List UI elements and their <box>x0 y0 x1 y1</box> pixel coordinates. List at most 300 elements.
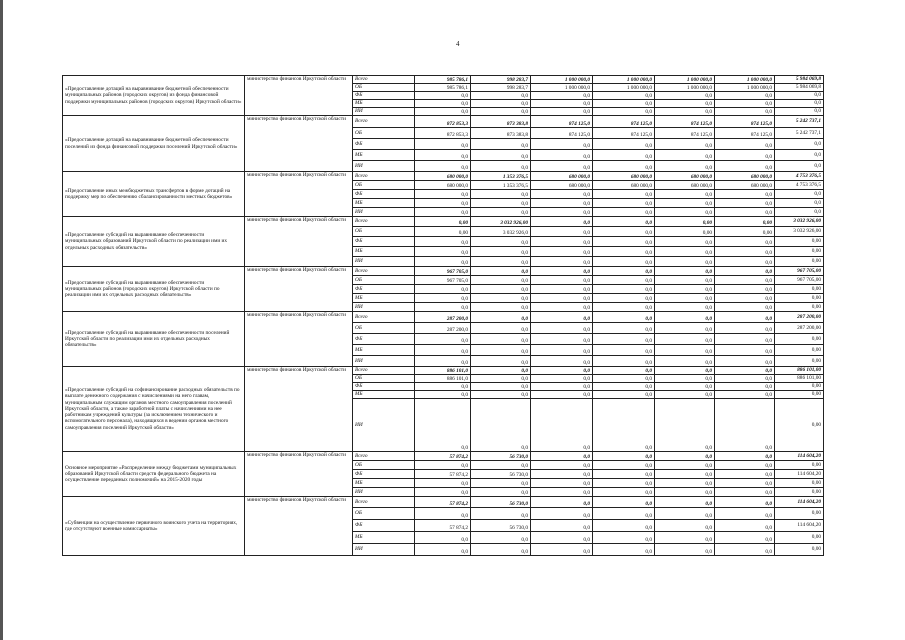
amount-cell: 0,0 <box>531 303 593 312</box>
funding-source: ФБ <box>353 139 415 150</box>
amount-cell: 0,0 <box>531 199 593 208</box>
amount-cell: 680 000,0 <box>593 181 655 190</box>
amount-cell: 0,0 <box>415 237 471 247</box>
amount-total-cell: 967 705,00 <box>775 276 824 285</box>
amount-cell: 0,0 <box>471 532 531 544</box>
amount-cell: 0,0 <box>593 199 655 208</box>
amount-cell: 0,0 <box>531 150 593 161</box>
amount-cell: 0,0 <box>593 461 655 470</box>
amount-cell: 967 705,0 <box>415 267 471 276</box>
amount-cell: 0,0 <box>415 303 471 312</box>
table-row <box>63 116 824 128</box>
funding-source: Всего <box>353 367 415 375</box>
amount-cell: 0,0 <box>471 479 531 488</box>
amount-cell: 0,0 <box>593 479 655 488</box>
amount-cell: 0,0 <box>655 303 715 312</box>
amount-cell: 57 874,2 <box>415 470 471 479</box>
amount-cell: 0,0 <box>531 285 593 294</box>
amount-cell: 0,0 <box>531 227 593 237</box>
amount-cell: 0,0 <box>715 532 775 544</box>
amount-cell: 0,0 <box>715 508 775 520</box>
amount-cell: 0,0 <box>715 520 775 532</box>
amount-cell: 680 000,0 <box>655 181 715 190</box>
budget-table <box>62 75 824 556</box>
table-row <box>63 76 824 84</box>
amount-cell: 0,0 <box>593 267 655 276</box>
amount-cell: 0,0 <box>471 356 531 367</box>
amount-total-cell: 4 753 376,5 <box>775 181 824 190</box>
amount-cell: 680 000,0 <box>715 172 775 181</box>
amount-total-cell: 287 200,00 <box>775 323 824 334</box>
funding-source: ФБ <box>353 520 415 532</box>
amount-cell: 0,0 <box>655 391 715 399</box>
amount-cell: 0,0 <box>655 100 715 108</box>
amount-cell: 0,0 <box>593 139 655 150</box>
amount-cell: 0,0 <box>415 190 471 199</box>
amount-cell: 0,0 <box>471 139 531 150</box>
amount-cell: 0,0 <box>531 470 593 479</box>
responsible-executor: министерство финансов Иркутской области <box>245 452 353 497</box>
amount-cell: 0,0 <box>655 267 715 276</box>
amount-cell: 0,0 <box>471 190 531 199</box>
amount-cell: 0,0 <box>715 199 775 208</box>
table-row <box>63 267 824 276</box>
funding-source: ФБ <box>353 383 415 391</box>
amount-cell: 0,0 <box>471 323 531 334</box>
amount-total-cell: 0,00 <box>775 303 824 312</box>
amount-cell: 0,0 <box>471 237 531 247</box>
table-row <box>63 497 824 508</box>
amount-cell: 1 000 000,0 <box>655 76 715 84</box>
funding-source: ОБ <box>353 84 415 92</box>
funding-source: МБ <box>353 532 415 544</box>
amount-total-cell: 886 101,00 <box>775 367 824 375</box>
amount-cell: 0,00 <box>655 217 715 227</box>
amount-total-cell: 0,00 <box>775 479 824 488</box>
funding-source: ОБ <box>353 508 415 520</box>
amount-cell: 0,0 <box>715 544 775 556</box>
amount-total-cell: 5 984 069,8 <box>775 76 824 84</box>
amount-cell: 1 353 376,5 <box>471 172 531 181</box>
amount-cell: 0,0 <box>593 294 655 303</box>
amount-total-cell: 114 604,20 <box>775 497 824 508</box>
amount-cell: 0,0 <box>655 520 715 532</box>
responsible-executor: министерство финансов Иркутской области <box>245 312 353 367</box>
amount-cell: 0,0 <box>531 294 593 303</box>
amount-cell: 0,0 <box>531 139 593 150</box>
amount-cell: 0,0 <box>655 108 715 116</box>
responsible-executor: министерство финансов Иркутской области <box>245 367 353 452</box>
amount-cell: 0,0 <box>593 285 655 294</box>
amount-cell: 0,0 <box>531 247 593 257</box>
amount-cell: 0,0 <box>655 161 715 172</box>
amount-cell: 680 000,0 <box>715 181 775 190</box>
amount-cell: 886 101,0 <box>415 375 471 383</box>
amount-cell: 0,0 <box>655 452 715 461</box>
amount-cell: 0,0 <box>593 257 655 267</box>
amount-cell: 0,0 <box>655 532 715 544</box>
amount-cell: 0,0 <box>531 544 593 556</box>
amount-cell: 0,0 <box>593 323 655 334</box>
amount-total-cell: 0,00 <box>775 383 824 391</box>
amount-cell: 985 786,1 <box>415 76 471 84</box>
amount-total-cell: 0,0 <box>775 161 824 172</box>
amount-total-cell: 0,00 <box>775 399 824 452</box>
amount-cell: 0,0 <box>715 356 775 367</box>
amount-cell: 0,0 <box>471 247 531 257</box>
funding-source: Всего <box>353 497 415 508</box>
amount-cell: 0,0 <box>531 108 593 116</box>
amount-cell: 0,0 <box>471 345 531 356</box>
table-row <box>63 452 824 461</box>
amount-cell: 56 730,0 <box>471 470 531 479</box>
funding-source: Всего <box>353 267 415 276</box>
amount-cell: 0,0 <box>531 161 593 172</box>
amount-cell: 0,0 <box>531 217 593 227</box>
amount-cell: 0,0 <box>593 356 655 367</box>
amount-cell: 873 383,8 <box>471 116 531 128</box>
amount-cell: 0,0 <box>531 508 593 520</box>
amount-cell: 0,0 <box>593 383 655 391</box>
amount-cell: 0,0 <box>531 208 593 217</box>
funding-source: Всего <box>353 452 415 461</box>
funding-source: ИИ <box>353 161 415 172</box>
amount-cell: 0,0 <box>655 312 715 323</box>
amount-cell: 680 000,0 <box>655 172 715 181</box>
amount-cell: 1 000 000,0 <box>531 84 593 92</box>
amount-cell: 0,0 <box>471 334 531 345</box>
funding-source: ФБ <box>353 237 415 247</box>
amount-cell: 0,0 <box>715 345 775 356</box>
amount-total-cell: 0,00 <box>775 257 824 267</box>
amount-total-cell: 287 200,00 <box>775 312 824 323</box>
amount-total-cell: 0,00 <box>775 544 824 556</box>
funding-source: МБ <box>353 294 415 303</box>
amount-total-cell: 0,00 <box>775 488 824 497</box>
amount-cell: 1 000 000,0 <box>715 84 775 92</box>
amount-total-cell: 0,0 <box>775 139 824 150</box>
amount-cell: 0,0 <box>593 470 655 479</box>
amount-total-cell: 114 604,20 <box>775 470 824 479</box>
amount-cell: 57 874,2 <box>415 497 471 508</box>
amount-cell: 0,0 <box>655 190 715 199</box>
amount-cell: 0,0 <box>415 544 471 556</box>
amount-cell: 287 200,0 <box>415 323 471 334</box>
amount-cell: 0,0 <box>471 312 531 323</box>
amount-cell: 0,0 <box>715 479 775 488</box>
amount-cell: 0,0 <box>593 237 655 247</box>
funding-source: ИИ <box>353 257 415 267</box>
amount-total-cell: 0,00 <box>775 247 824 257</box>
amount-total-cell: 0,00 <box>775 285 824 294</box>
amount-cell: 0,0 <box>655 356 715 367</box>
amount-cell: 0,0 <box>715 391 775 399</box>
amount-cell: 680 000,0 <box>531 172 593 181</box>
funding-source: Всего <box>353 172 415 181</box>
amount-cell: 0,0 <box>415 139 471 150</box>
amount-cell: 0,0 <box>593 375 655 383</box>
amount-cell: 967 705,0 <box>415 276 471 285</box>
amount-total-cell: 4 753 376,5 <box>775 172 824 181</box>
amount-total-cell: 0,0 <box>775 208 824 217</box>
amount-cell: 0,0 <box>715 461 775 470</box>
amount-cell: 0,0 <box>415 161 471 172</box>
amount-cell: 56 730,0 <box>471 452 531 461</box>
amount-cell: 0,0 <box>531 532 593 544</box>
funding-source: ОБ <box>353 181 415 190</box>
amount-cell: 0,0 <box>593 399 655 452</box>
amount-cell: 0,0 <box>415 383 471 391</box>
amount-cell: 873 383,8 <box>471 128 531 139</box>
amount-cell: 0,0 <box>471 150 531 161</box>
funding-source: ОБ <box>353 276 415 285</box>
amount-cell: 0,0 <box>655 92 715 100</box>
funding-source: ИИ <box>353 303 415 312</box>
measure-description: «Предоставление субсидий на выравнивание обеспеченности муниципальных районов (городских округов) Иркутской области по реализации ими их отдельных расходных обязательств» <box>63 267 245 312</box>
amount-cell: 1 000 000,0 <box>715 76 775 84</box>
amount-cell: 0,0 <box>715 375 775 383</box>
amount-total-cell: 5 984 069,8 <box>775 84 824 92</box>
amount-cell: 0,0 <box>593 508 655 520</box>
amount-cell: 0,0 <box>471 303 531 312</box>
amount-cell: 0,0 <box>715 150 775 161</box>
amount-cell: 0,0 <box>593 276 655 285</box>
measure-description: «Предоставление субсидий на софинансирование расходных обязательств по выплате денежного содержания с начислениями на него главам, муниципальным служащим органов местного самоуправления поселений Иркутской области, а также заработной платы с начислениями на нее работникам учреждений культуры (за исключением технического и вспомогательного персонала), находящихся в ведении органов местного самоуправления поселений Иркутской области» <box>63 367 245 452</box>
amount-cell: 0,0 <box>715 247 775 257</box>
amount-cell: 0,0 <box>593 217 655 227</box>
amount-cell: 680 000,0 <box>531 181 593 190</box>
funding-source: Всего <box>353 116 415 128</box>
amount-cell: 0,0 <box>415 294 471 303</box>
funding-source: МБ <box>353 479 415 488</box>
table-row <box>63 312 824 323</box>
funding-source: ФБ <box>353 470 415 479</box>
amount-cell: 0,0 <box>415 247 471 257</box>
measure-description: «Субвенции на осуществление первичного воинского учета на территориях, где отсутствуют военные комиссариаты» <box>63 497 245 556</box>
amount-cell: 0,0 <box>593 303 655 312</box>
amount-cell: 0,0 <box>471 276 531 285</box>
page-number: 4 <box>456 40 460 48</box>
amount-cell: 0,00 <box>715 227 775 237</box>
amount-cell: 0,0 <box>471 199 531 208</box>
amount-cell: 0,0 <box>593 334 655 345</box>
funding-source: ИИ <box>353 399 415 452</box>
amount-cell: 0,0 <box>471 375 531 383</box>
amount-cell: 0,0 <box>715 383 775 391</box>
responsible-executor: министерство финансов Иркутской области <box>245 267 353 312</box>
funding-source: ОБ <box>353 375 415 383</box>
amount-total-cell: 0,00 <box>775 345 824 356</box>
amount-cell: 998 283,7 <box>471 76 531 84</box>
funding-source: ФБ <box>353 285 415 294</box>
amount-cell: 0,0 <box>531 452 593 461</box>
amount-cell: 680 000,0 <box>415 181 471 190</box>
amount-cell: 0,0 <box>415 345 471 356</box>
amount-total-cell: 3 032 926,00 <box>775 217 824 227</box>
amount-total-cell: 886 101,00 <box>775 375 824 383</box>
amount-cell: 0,0 <box>471 267 531 276</box>
amount-cell: 0,0 <box>715 488 775 497</box>
amount-cell: 0,0 <box>715 139 775 150</box>
amount-total-cell: 0,00 <box>775 461 824 470</box>
amount-cell: 0,0 <box>415 285 471 294</box>
funding-source: ОБ <box>353 323 415 334</box>
amount-cell: 287 200,0 <box>415 312 471 323</box>
amount-total-cell: 0,00 <box>775 532 824 544</box>
amount-total-cell: 0,00 <box>775 356 824 367</box>
amount-cell: 0,0 <box>415 334 471 345</box>
scan-edge <box>0 0 3 640</box>
amount-cell: 0,0 <box>593 497 655 508</box>
amount-cell: 0,0 <box>471 257 531 267</box>
amount-cell: 0,0 <box>531 520 593 532</box>
amount-cell: 0,0 <box>471 508 531 520</box>
amount-cell: 0,0 <box>715 108 775 116</box>
amount-cell: 0,0 <box>415 399 471 452</box>
amount-cell: 874 125,0 <box>715 116 775 128</box>
amount-cell: 0,0 <box>531 276 593 285</box>
amount-cell: 0,0 <box>593 190 655 199</box>
amount-cell: 0,0 <box>531 190 593 199</box>
responsible-executor: министерство финансов Иркутской области <box>245 217 353 267</box>
table-row <box>63 172 824 181</box>
amount-total-cell: 0,0 <box>775 150 824 161</box>
funding-source: Всего <box>353 76 415 84</box>
amount-total-cell: 5 242 737,1 <box>775 116 824 128</box>
amount-total-cell: 0,0 <box>775 190 824 199</box>
amount-cell: 0,0 <box>471 383 531 391</box>
amount-cell: 0,0 <box>415 508 471 520</box>
amount-cell: 874 125,0 <box>655 128 715 139</box>
funding-source: МБ <box>353 247 415 257</box>
amount-cell: 1 353 376,5 <box>471 181 531 190</box>
amount-cell: 0,0 <box>531 367 593 375</box>
amount-total-cell: 0,00 <box>775 334 824 345</box>
amount-cell: 874 125,0 <box>655 116 715 128</box>
amount-cell: 0,0 <box>415 461 471 470</box>
funding-source: ИИ <box>353 544 415 556</box>
amount-cell: 872 853,3 <box>415 128 471 139</box>
amount-cell: 3 032 926,00 <box>471 217 531 227</box>
amount-cell: 985 786,1 <box>415 84 471 92</box>
amount-cell: 0,0 <box>593 544 655 556</box>
responsible-executor: министерство финансов Иркутской области <box>245 116 353 172</box>
funding-source: ФБ <box>353 92 415 100</box>
amount-total-cell: 0,00 <box>775 391 824 399</box>
amount-cell: 0,0 <box>471 108 531 116</box>
amount-total-cell: 0,00 <box>775 508 824 520</box>
amount-total-cell: 114 604,20 <box>775 520 824 532</box>
amount-total-cell: 0,00 <box>775 294 824 303</box>
amount-cell: 0,0 <box>531 488 593 497</box>
amount-cell: 0,0 <box>471 367 531 375</box>
amount-cell: 0,0 <box>531 92 593 100</box>
amount-cell: 0,0 <box>471 208 531 217</box>
amount-cell: 0,0 <box>593 247 655 257</box>
amount-cell: 874 125,0 <box>531 116 593 128</box>
amount-cell: 0,0 <box>415 532 471 544</box>
amount-total-cell: 0,0 <box>775 108 824 116</box>
amount-cell: 0,0 <box>593 227 655 237</box>
responsible-executor: министерство финансов Иркутской области <box>245 172 353 217</box>
amount-cell: 0,0 <box>471 461 531 470</box>
responsible-executor: министерство финансов Иркутской области <box>245 497 353 556</box>
amount-cell: 0,0 <box>415 356 471 367</box>
amount-cell: 0,0 <box>715 323 775 334</box>
funding-source: МБ <box>353 345 415 356</box>
amount-cell: 0,0 <box>715 161 775 172</box>
amount-cell: 0,0 <box>715 312 775 323</box>
amount-cell: 1 000 000,0 <box>655 84 715 92</box>
amount-cell: 0,0 <box>471 294 531 303</box>
funding-source: ИИ <box>353 208 415 217</box>
funding-source: ИИ <box>353 488 415 497</box>
amount-cell: 0,0 <box>415 479 471 488</box>
amount-cell: 0,0 <box>715 276 775 285</box>
amount-cell: 0,0 <box>655 285 715 294</box>
funding-source: МБ <box>353 100 415 108</box>
amount-cell: 0,0 <box>655 257 715 267</box>
amount-cell: 0,0 <box>593 488 655 497</box>
amount-cell: 0,0 <box>531 497 593 508</box>
amount-cell: 0,0 <box>593 312 655 323</box>
amount-cell: 0,0 <box>593 100 655 108</box>
amount-total-cell: 114 604,20 <box>775 452 824 461</box>
amount-cell: 0,0 <box>415 150 471 161</box>
amount-cell: 0,00 <box>715 217 775 227</box>
amount-cell: 56 730,0 <box>471 497 531 508</box>
amount-cell: 0,0 <box>655 461 715 470</box>
amount-cell: 0,0 <box>415 100 471 108</box>
amount-cell: 0,0 <box>655 334 715 345</box>
amount-cell: 0,0 <box>655 544 715 556</box>
amount-cell: 0,0 <box>531 356 593 367</box>
amount-cell: 0,0 <box>655 139 715 150</box>
amount-cell: 0,0 <box>531 267 593 276</box>
amount-cell: 1 000 000,0 <box>531 76 593 84</box>
amount-total-cell: 0,0 <box>775 199 824 208</box>
amount-cell: 0,0 <box>415 108 471 116</box>
measure-description: Основное мероприятие «Распределение между бюджетами муниципальных образований Иркутской области средств федерального бюджета на осуществление переданных полномочий» на 2015-2020 годы <box>63 452 245 497</box>
amount-cell: 0,0 <box>715 399 775 452</box>
amount-cell: 0,0 <box>655 367 715 375</box>
amount-cell: 0,0 <box>593 367 655 375</box>
amount-cell: 0,0 <box>471 161 531 172</box>
amount-cell: 0,00 <box>415 217 471 227</box>
amount-cell: 0,0 <box>655 383 715 391</box>
amount-cell: 0,0 <box>593 92 655 100</box>
amount-cell: 0,0 <box>531 334 593 345</box>
amount-cell: 0,0 <box>471 92 531 100</box>
amount-cell: 0,0 <box>593 345 655 356</box>
amount-cell: 874 125,0 <box>593 128 655 139</box>
amount-total-cell: 0,0 <box>775 92 824 100</box>
amount-cell: 0,0 <box>415 92 471 100</box>
measure-description: «Предоставление субсидий на выравнивание обеспеченности поселений Иркутской области по реализации ими их отдельных расходных обязательств» <box>63 312 245 367</box>
amount-cell: 0,0 <box>593 161 655 172</box>
amount-cell: 0,0 <box>593 452 655 461</box>
amount-cell: 0,0 <box>715 497 775 508</box>
funding-source: ИИ <box>353 356 415 367</box>
amount-cell: 0,0 <box>531 345 593 356</box>
amount-cell: 0,0 <box>715 237 775 247</box>
amount-cell: 0,0 <box>415 488 471 497</box>
amount-cell: 0,0 <box>531 383 593 391</box>
table-row <box>63 217 824 227</box>
amount-cell: 0,00 <box>655 227 715 237</box>
amount-total-cell: 3 032 926,00 <box>775 227 824 237</box>
amount-cell: 0,0 <box>655 375 715 383</box>
